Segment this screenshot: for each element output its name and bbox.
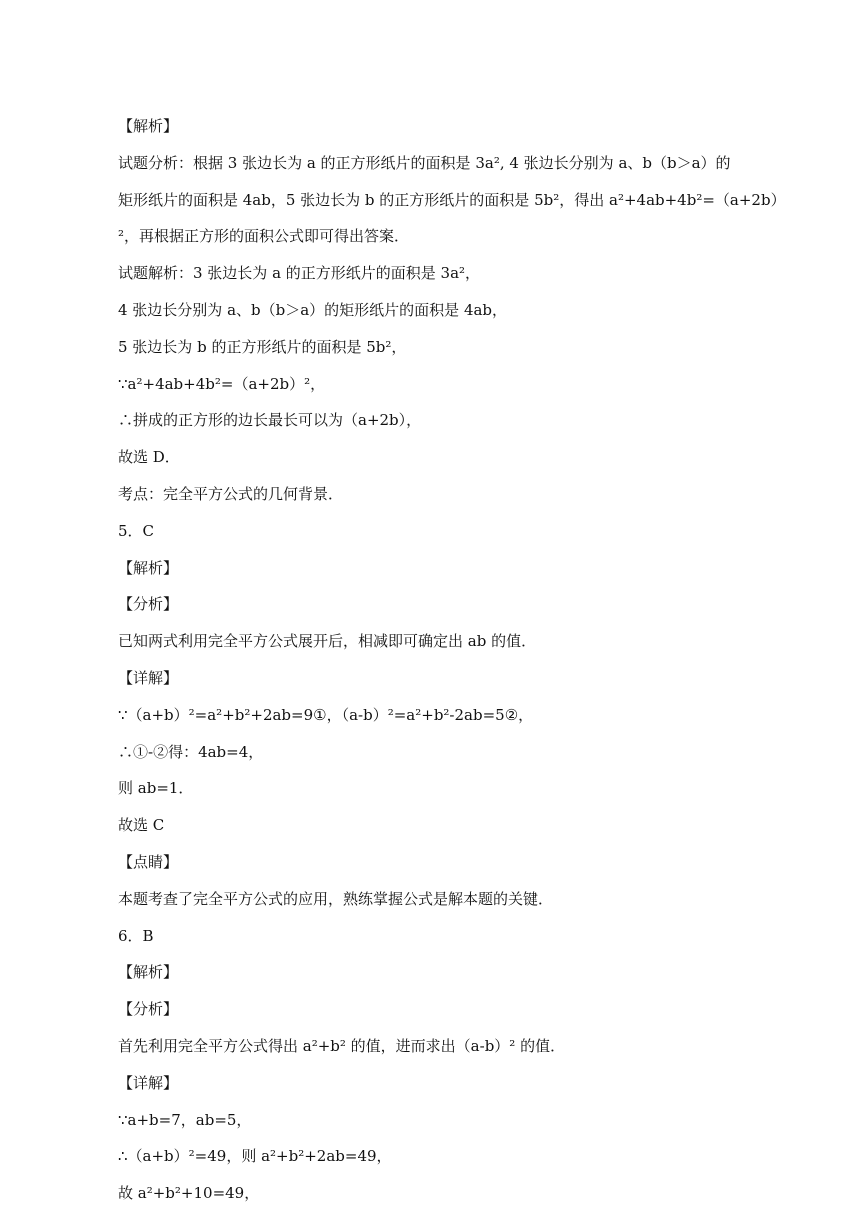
text-line: 故选 D．	[118, 448, 180, 467]
section-heading: 【分析】	[118, 1000, 179, 1019]
section-heading: 【分析】	[118, 595, 179, 614]
text-line: 试题解析：3 张边长为 a 的正方形纸片的面积是 3a²，	[118, 264, 481, 283]
section-heading: 【解析】	[118, 117, 179, 135]
text-line: 5 张边长为 b 的正方形纸片的面积是 5b²，	[118, 337, 407, 356]
text-line: ²，再根据正方形的面积公式即可得出答案．	[118, 227, 410, 246]
text-line: ∵a+b=7，ab=5，	[118, 1110, 252, 1129]
text-line: ∵（a+b）²=a²+b²+2ab=9①，（a-b）²=a²+b²-2ab=5②，	[118, 705, 534, 724]
section-heading: 【解析】	[118, 558, 179, 577]
text-line: 矩形纸片的面积是 4ab，5 张边长为 b 的正方形纸片的面积是 5b²，得出 a²+4ab+4b²=（a+2b）	[118, 190, 786, 209]
text-line: 首先利用完全平方公式得出 a²+b² 的值，进而求出（a-b）² 的值．	[118, 1036, 566, 1055]
text-line: 4 张边长分别为 a、b（b＞a）的矩形纸片的面积是 4ab，	[118, 300, 508, 319]
answer-number: 5．C	[118, 521, 155, 540]
text-line: ∵a²+4ab+4b²=（a+2b）²，	[118, 374, 326, 393]
answer-number: 6．B	[118, 926, 154, 945]
solution-text	[118, 108, 786, 1212]
section-heading: 【详解】	[118, 1073, 179, 1092]
text-line: ∴（a+b）²=49，则 a²+b²+2ab=49，	[118, 1147, 392, 1166]
text-line: 本题考查了完全平方公式的应用，熟练掌握公式是解本题的关键．	[118, 889, 554, 908]
text-line: 故选 C	[118, 816, 165, 835]
text-line: ∴①-②得：4ab=4，	[118, 742, 264, 761]
section-heading: 【详解】	[118, 668, 179, 687]
text-line: 故 a²+b²+10=49，	[118, 1184, 260, 1203]
text-line: 试题分析：根据 3 张边长为 a 的正方形纸片的面积是 3a², 4 张边长分别为 a、b（b＞a）的	[118, 153, 731, 172]
text-line: 则 ab=1．	[118, 779, 194, 798]
section-heading: 【点睛】	[118, 852, 179, 871]
section-heading: 【解析】	[118, 963, 179, 982]
text-line: 考点：完全平方公式的几何背景．	[118, 484, 344, 503]
text-line: ∴拼成的正方形的边长最长可以为（a+2b），	[118, 411, 422, 430]
text-line: 已知两式利用完全平方公式展开后，相减即可确定出 ab 的值．	[118, 632, 537, 651]
